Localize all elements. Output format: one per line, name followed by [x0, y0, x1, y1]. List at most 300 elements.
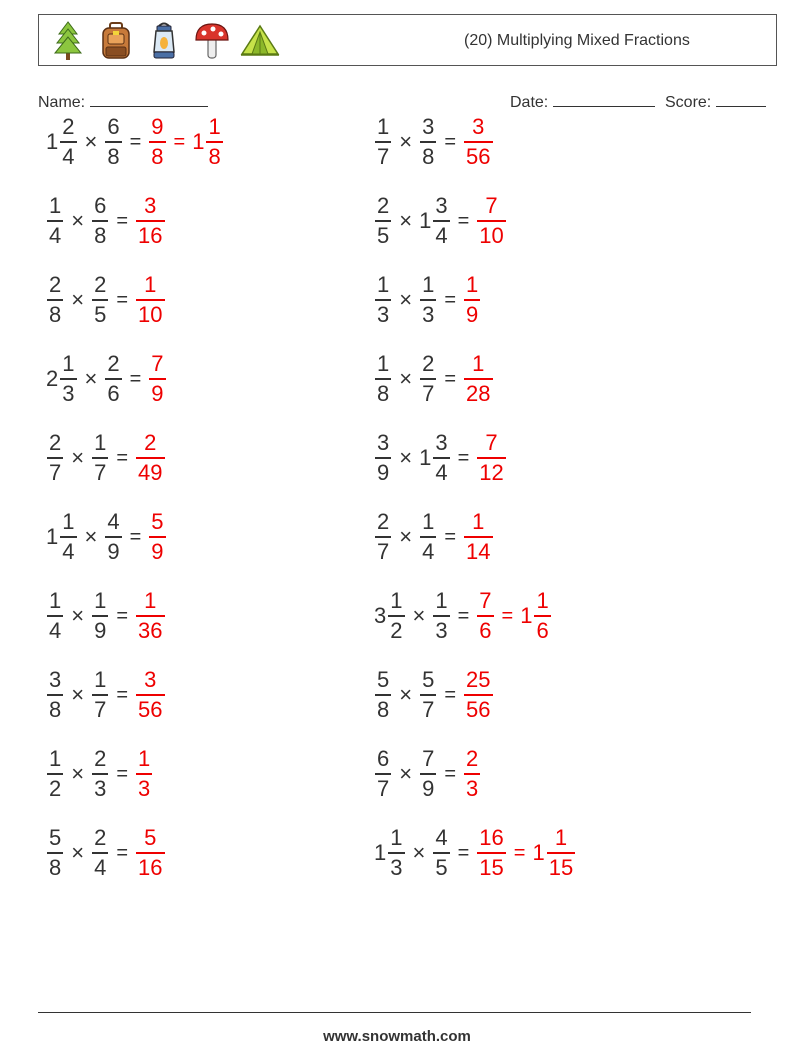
equals-sign: =: [457, 604, 470, 627]
answer-equals-sign: =: [173, 130, 186, 153]
mushroom-icon: [191, 20, 233, 62]
problem-8: [374, 346, 494, 412]
answer: [476, 432, 506, 484]
operand-a-fraction: [47, 669, 63, 721]
problem-1: [46, 109, 224, 175]
operand-a-whole: 3: [374, 603, 387, 628]
operand-b-denominator: 3: [422, 302, 435, 327]
operand-a-denominator: 7: [377, 144, 390, 169]
operand-a-mixed-number: [374, 748, 392, 800]
answer-numerator: 16: [479, 825, 504, 850]
answer-fraction: [464, 116, 492, 168]
operand-a-fraction: [388, 590, 404, 642]
operand-a-whole: 1: [46, 129, 59, 154]
operand-b-numerator: 7: [422, 746, 435, 771]
answer-fraction: [136, 195, 164, 247]
answer-simplified-numerator: 1: [536, 588, 549, 613]
operand-a-numerator: 1: [62, 509, 75, 534]
problem-13: [46, 583, 166, 649]
times-sign: ×: [399, 445, 413, 470]
equals-sign: =: [129, 525, 142, 548]
operand-a-numerator: 1: [390, 588, 403, 613]
operand-a-denominator: 8: [49, 697, 62, 722]
equals-sign: =: [444, 130, 457, 153]
name-label: Name:: [38, 94, 86, 111]
operand-b-denominator: 8: [94, 223, 107, 248]
equals-sign: =: [457, 841, 470, 864]
problem-12: [374, 504, 494, 570]
equals-sign: =: [457, 209, 470, 232]
times-sign: ×: [71, 761, 85, 786]
answer-mixed-number: [476, 590, 494, 642]
times-sign: ×: [399, 208, 413, 233]
answer-fraction: [477, 827, 505, 879]
operand-b-fraction: [92, 590, 108, 642]
operand-b-denominator: 5: [435, 855, 448, 880]
answer-numerator: 3: [472, 114, 485, 139]
operand-a-mixed-number: [46, 274, 64, 326]
operand-a-fraction: [375, 195, 391, 247]
answer-denominator: 16: [138, 223, 163, 248]
equals-sign: =: [116, 209, 129, 232]
operand-b-denominator: 4: [422, 539, 435, 564]
answer-simplified-denominator: 15: [548, 855, 574, 880]
name-blank[interactable]: [90, 92, 208, 107]
operand-a-mixed-number: [46, 432, 64, 484]
operand-b-numerator: 3: [435, 193, 448, 218]
answer-fraction: [136, 274, 164, 326]
equals-sign: =: [444, 762, 457, 785]
answer-fraction: [477, 195, 505, 247]
operand-a-mixed-number: [374, 511, 392, 563]
answer-fraction: [136, 590, 164, 642]
operand-b-denominator: 8: [422, 144, 435, 169]
problem-19: [46, 820, 166, 886]
operand-b-mixed-number: [91, 827, 109, 879]
times-sign: ×: [399, 129, 413, 154]
answer: [476, 590, 551, 642]
operand-b-fraction: [92, 195, 108, 247]
problem-15: [46, 662, 166, 728]
date-field: [510, 92, 655, 112]
operand-b-mixed-number: [419, 195, 451, 247]
equals-sign: =: [116, 762, 129, 785]
operand-a-numerator: 2: [377, 193, 390, 218]
answer-fraction: [136, 432, 164, 484]
operand-a-fraction: [60, 353, 76, 405]
operand-a-denominator: 2: [390, 618, 403, 643]
answer-numerator: 7: [151, 351, 164, 376]
operand-b-denominator: 5: [94, 302, 107, 327]
operand-a-denominator: 4: [49, 223, 62, 248]
operand-a-mixed-number: [374, 590, 406, 642]
answer-simplified-whole: 1: [520, 603, 533, 628]
answer-simplified-fraction: [547, 827, 575, 879]
answer-mixed-number: [135, 669, 165, 721]
equals-sign: =: [444, 683, 457, 706]
equals-sign: =: [129, 367, 142, 390]
problem-10: [374, 425, 507, 491]
answer: [148, 116, 223, 168]
answer-numerator: 7: [485, 193, 498, 218]
operand-a-whole: 1: [46, 524, 59, 549]
answer-simplified-mixed-number: [520, 590, 552, 642]
pine-tree-icon: [47, 20, 89, 62]
answer: [476, 827, 576, 879]
answer-denominator: 3: [138, 776, 151, 801]
operand-b-whole: 1: [419, 208, 432, 233]
operand-b-fraction: [105, 511, 121, 563]
operand-b-numerator: 2: [422, 351, 435, 376]
operand-a-fraction: [47, 748, 63, 800]
answer-simplified-denominator: 8: [208, 144, 221, 169]
answer-numerator: 1: [144, 588, 157, 613]
operand-a-mixed-number: [46, 511, 78, 563]
answer-denominator: 56: [466, 697, 491, 722]
operand-b-mixed-number: [104, 353, 122, 405]
operand-a-numerator: 5: [49, 825, 62, 850]
operand-a-fraction: [60, 116, 76, 168]
answer-simplified-numerator: 1: [554, 825, 568, 850]
operand-b-numerator: 4: [107, 509, 120, 534]
operand-b-numerator: 1: [422, 509, 435, 534]
answer-numerator: 7: [485, 430, 498, 455]
answer-simplified-mixed-number: [192, 116, 224, 168]
operand-a-denominator: 4: [62, 144, 75, 169]
answer-denominator: 6: [479, 618, 492, 643]
answer-simplified-numerator: 1: [208, 114, 221, 139]
operand-a-numerator: 3: [49, 667, 62, 692]
operand-a-denominator: 2: [49, 776, 62, 801]
operand-b-fraction: [420, 669, 436, 721]
backpack-icon: [95, 20, 137, 62]
operand-b-denominator: 4: [435, 460, 448, 485]
equals-sign: =: [116, 841, 129, 864]
answer-denominator: 28: [466, 381, 491, 406]
times-sign: ×: [71, 445, 85, 470]
answer-fraction: [464, 748, 480, 800]
operand-b-mixed-number: [104, 116, 122, 168]
operand-b-fraction: [92, 748, 108, 800]
answer-numerator: 2: [144, 430, 157, 455]
operand-b-denominator: 7: [422, 697, 435, 722]
times-sign: ×: [399, 366, 413, 391]
operand-b-mixed-number: [91, 195, 109, 247]
times-sign: ×: [399, 287, 413, 312]
answer-numerator: 1: [466, 272, 479, 297]
operand-a-numerator: 2: [377, 509, 390, 534]
problem-2: [374, 109, 494, 175]
operand-b-fraction: [420, 748, 436, 800]
operand-b-numerator: 1: [94, 430, 107, 455]
operand-b-denominator: 7: [94, 460, 107, 485]
operand-b-mixed-number: [419, 274, 437, 326]
answer-mixed-number: [463, 116, 493, 168]
operand-b-mixed-number: [104, 511, 122, 563]
answer-mixed-number: [135, 827, 165, 879]
answer-simplified-whole: 1: [192, 129, 205, 154]
operand-b-denominator: 4: [435, 223, 448, 248]
operand-b-numerator: 1: [94, 588, 107, 613]
answer-numerator: 3: [144, 667, 157, 692]
answer-fraction: [149, 116, 165, 168]
equals-sign: =: [444, 288, 457, 311]
operand-b-denominator: 9: [107, 539, 120, 564]
answer-simplified-denominator: 6: [536, 618, 549, 643]
operand-a-mixed-number: [46, 116, 78, 168]
answer-mixed-number: [476, 432, 506, 484]
operand-b-mixed-number: [419, 432, 451, 484]
score-field: [665, 92, 766, 112]
answer-numerator: 5: [144, 825, 157, 850]
answer-simplified-fraction: [206, 116, 222, 168]
operand-a-numerator: 1: [377, 272, 390, 297]
answer-equals-sign: =: [501, 604, 514, 627]
operand-b-numerator: 2: [94, 272, 107, 297]
answer-denominator: 36: [138, 618, 163, 643]
operand-b-mixed-number: [91, 748, 109, 800]
answer: [135, 195, 165, 247]
answer-denominator: 9: [466, 302, 479, 327]
answer-numerator: 1: [472, 509, 485, 534]
operand-b-numerator: 1: [435, 588, 448, 613]
footer-url: www.snowmath.com: [323, 1028, 471, 1045]
answer: [463, 353, 493, 405]
operand-b-numerator: 3: [422, 114, 435, 139]
answer: [135, 748, 153, 800]
times-sign: ×: [71, 603, 85, 628]
answer-numerator: 3: [144, 193, 157, 218]
equals-sign: =: [457, 446, 470, 469]
answer: [135, 274, 165, 326]
operand-a-denominator: 8: [377, 381, 390, 406]
answer-mixed-number: [135, 748, 153, 800]
operand-a-numerator: 1: [49, 746, 62, 771]
footer-divider: [38, 1012, 751, 1013]
operand-b-fraction: [92, 432, 108, 484]
answer-mixed-number: [135, 432, 165, 484]
operand-b-numerator: 6: [94, 193, 107, 218]
operand-a-mixed-number: [374, 669, 392, 721]
answer-denominator: 10: [479, 223, 504, 248]
problem-6: [374, 267, 481, 333]
equals-sign: =: [444, 367, 457, 390]
operand-b-numerator: 5: [422, 667, 435, 692]
operand-b-mixed-number: [91, 432, 109, 484]
answer-numerator: 1: [144, 272, 157, 297]
answer-fraction: [477, 432, 505, 484]
answer-denominator: 8: [151, 144, 164, 169]
operand-a-denominator: 9: [377, 460, 390, 485]
answer-denominator: 56: [466, 144, 491, 169]
problem-18: [374, 741, 481, 807]
operand-a-mixed-number: [374, 195, 392, 247]
operand-b-fraction: [433, 432, 449, 484]
answer-denominator: 10: [138, 302, 163, 327]
answer-numerator: 5: [151, 509, 164, 534]
answer: [463, 274, 481, 326]
operand-b-mixed-number: [91, 274, 109, 326]
answer-mixed-number: [463, 748, 481, 800]
answer-mixed-number: [148, 511, 166, 563]
operand-b-fraction: [420, 274, 436, 326]
icon-strip: [47, 19, 281, 63]
answer-mixed-number: [135, 195, 165, 247]
operand-b-fraction: [420, 353, 436, 405]
score-blank[interactable]: [716, 92, 766, 107]
answer-mixed-number: [463, 511, 493, 563]
operand-a-fraction: [47, 432, 63, 484]
problem-3: [46, 188, 166, 254]
operand-b-denominator: 7: [94, 697, 107, 722]
operand-a-numerator: 2: [49, 272, 62, 297]
operand-b-numerator: 4: [435, 825, 448, 850]
operand-a-whole: 1: [374, 840, 387, 865]
answer-denominator: 16: [138, 855, 163, 880]
operand-a-fraction: [60, 511, 76, 563]
problem-20: [374, 820, 576, 886]
tent-icon: [239, 20, 281, 62]
times-sign: ×: [71, 682, 85, 707]
answer-mixed-number: [135, 590, 165, 642]
equals-sign: =: [116, 683, 129, 706]
answer-denominator: 9: [151, 381, 164, 406]
times-sign: ×: [71, 840, 85, 865]
answer-denominator: 15: [479, 855, 504, 880]
operand-a-fraction: [375, 353, 391, 405]
operand-b-numerator: 2: [94, 746, 107, 771]
times-sign: ×: [71, 287, 85, 312]
operand-b-denominator: 9: [94, 618, 107, 643]
answer: [135, 432, 165, 484]
worksheet-title: (20) Multiplying Mixed Fractions: [464, 32, 690, 49]
times-sign: ×: [84, 524, 98, 549]
operand-b-denominator: 3: [435, 618, 448, 643]
operand-b-fraction: [92, 274, 108, 326]
score-label: Score:: [665, 94, 712, 111]
operand-b-fraction: [433, 590, 449, 642]
operand-a-denominator: 8: [49, 302, 62, 327]
answer-denominator: 49: [138, 460, 163, 485]
operand-a-numerator: 1: [390, 825, 403, 850]
operand-b-mixed-number: [419, 511, 437, 563]
operand-a-denominator: 8: [377, 697, 390, 722]
answer-simplified-whole: 1: [532, 840, 545, 865]
problem-5: [46, 267, 166, 333]
operand-b-denominator: 3: [94, 776, 107, 801]
operand-a-mixed-number: [374, 353, 392, 405]
operand-b-denominator: 8: [107, 144, 120, 169]
answer: [148, 353, 166, 405]
answer-numerator: 2: [466, 746, 479, 771]
operand-a-denominator: 4: [49, 618, 62, 643]
operand-b-numerator: 1: [94, 667, 107, 692]
answer-fraction: [149, 353, 165, 405]
equals-sign: =: [116, 604, 129, 627]
problem-11: [46, 504, 167, 570]
operand-a-numerator: 6: [377, 746, 390, 771]
operand-b-mixed-number: [419, 353, 437, 405]
answer-mixed-number: [476, 827, 506, 879]
times-sign: ×: [399, 761, 413, 786]
problem-4: [374, 188, 507, 254]
operand-b-numerator: 6: [107, 114, 120, 139]
times-sign: ×: [412, 603, 426, 628]
answer: [463, 669, 493, 721]
operand-a-mixed-number: [46, 748, 64, 800]
operand-a-numerator: 1: [377, 114, 390, 139]
operand-b-fraction: [92, 669, 108, 721]
operand-b-fraction: [92, 827, 108, 879]
answer-fraction: [464, 511, 492, 563]
answer-numerator: 1: [138, 746, 151, 771]
answer-simplified-fraction: [534, 590, 550, 642]
answer: [463, 116, 493, 168]
date-blank[interactable]: [553, 92, 655, 107]
operand-a-fraction: [47, 590, 63, 642]
operand-a-whole: 2: [46, 366, 59, 391]
answer-mixed-number: [148, 116, 166, 168]
answer-numerator: 9: [151, 114, 164, 139]
answer-simplified-mixed-number: [532, 827, 576, 879]
operand-b-fraction: [105, 353, 121, 405]
answer-denominator: 9: [151, 539, 164, 564]
operand-b-mixed-number: [419, 748, 437, 800]
times-sign: ×: [71, 208, 85, 233]
operand-b-mixed-number: [419, 116, 437, 168]
operand-a-mixed-number: [46, 195, 64, 247]
operand-a-denominator: 8: [49, 855, 62, 880]
answer-equals-sign: =: [513, 841, 526, 864]
operand-b-denominator: 4: [94, 855, 107, 880]
operand-a-numerator: 2: [49, 430, 62, 455]
problem-9: [46, 425, 166, 491]
operand-a-fraction: [375, 669, 391, 721]
operand-b-fraction: [105, 116, 121, 168]
equals-sign: =: [444, 525, 457, 548]
answer-mixed-number: [463, 274, 481, 326]
answer-fraction: [477, 590, 493, 642]
operand-a-denominator: 7: [377, 539, 390, 564]
operand-a-numerator: 1: [49, 193, 62, 218]
operand-a-fraction: [47, 195, 63, 247]
answer: [135, 827, 165, 879]
answer-denominator: 3: [466, 776, 479, 801]
operand-a-fraction: [47, 274, 63, 326]
answer-fraction: [136, 827, 164, 879]
date-label: Date:: [510, 94, 549, 111]
operand-a-fraction: [375, 274, 391, 326]
operand-a-fraction: [375, 511, 391, 563]
times-sign: ×: [412, 840, 426, 865]
answer-mixed-number: [135, 274, 165, 326]
operand-a-fraction: [375, 748, 391, 800]
problem-7: [46, 346, 167, 412]
answer: [135, 669, 165, 721]
operand-b-numerator: 2: [94, 825, 107, 850]
operand-a-denominator: 5: [377, 223, 390, 248]
operand-b-numerator: 2: [107, 351, 120, 376]
problem-17: [46, 741, 153, 807]
equals-sign: =: [129, 130, 142, 153]
answer: [463, 748, 481, 800]
operand-a-mixed-number: [46, 590, 64, 642]
operand-b-whole: 1: [419, 445, 432, 470]
operand-a-denominator: 3: [62, 381, 75, 406]
operand-a-mixed-number: [46, 827, 64, 879]
operand-a-fraction: [47, 827, 63, 879]
answer-fraction: [136, 669, 164, 721]
